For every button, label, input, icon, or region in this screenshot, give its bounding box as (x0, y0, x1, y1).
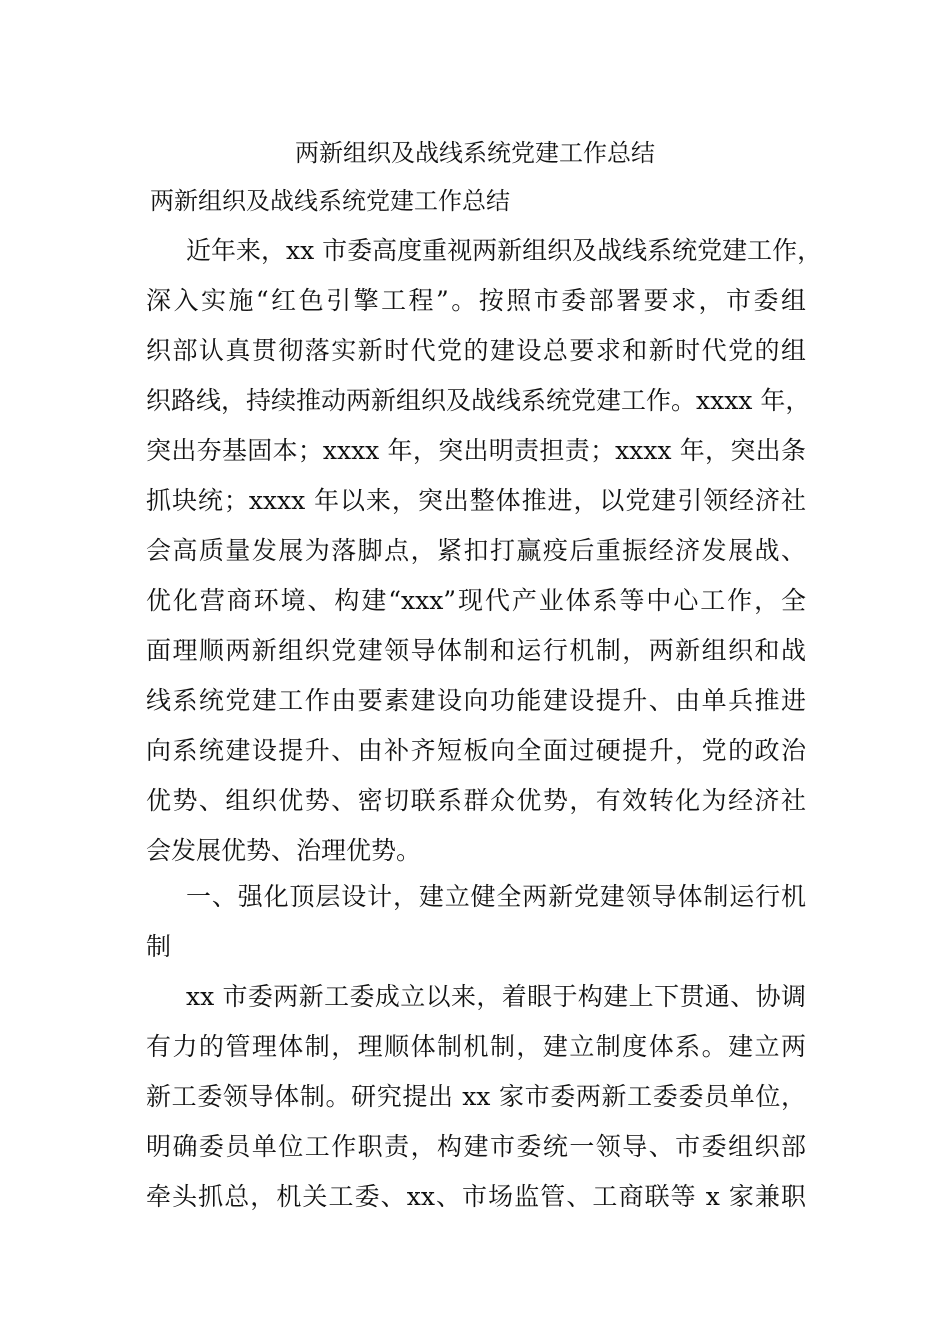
paragraph-line: 突出夯基固本；xxxx 年，突出明责担责；xxxx 年，突出条 (146, 436, 806, 465)
paragraph-line: 优势、组织优势、密切联系群众优势，有效转化为经济社 (146, 786, 806, 815)
paragraph-line: 面理顺两新组织党建领导体制和运行机制，两新组织和战 (146, 636, 806, 665)
paragraph-line: 会发展优势、治理优势。 (146, 836, 422, 865)
paragraph-line: 线系统党建工作由要素建设向功能建设提升、由单兵推进 (146, 686, 806, 715)
paragraph-line: 近年来，xx 市委高度重视两新组织及战线系统党建工作， (186, 236, 823, 265)
paragraph-line: 明确委员单位工作职责，构建市委统一领导、市委组织部 (146, 1132, 806, 1161)
paragraph-line: 深入实施“红色引擎工程”。按照市委部署要求，市委组 (146, 286, 806, 315)
paragraph-line: 织路线，持续推动两新组织及战线系统党建工作。xxxx 年， (146, 386, 811, 415)
document-title: 两新组织及战线系统党建工作总结 (295, 139, 655, 167)
paragraph-line: 织部认真贯彻落实新时代党的建设总要求和新时代党的组 (146, 336, 806, 365)
paragraph-line: 向系统建设提升、由补齐短板向全面过硬提升，党的政治 (146, 736, 806, 765)
heading-line: 制 (146, 932, 172, 961)
paragraph-line: 抓块统；xxxx 年以来，突出整体推进，以党建引领经济社 (146, 486, 806, 515)
paragraph-line: 有力的管理体制，理顺体制机制，建立制度体系。建立两 (146, 1032, 806, 1061)
paragraph-line: 会高质量发展为落脚点，紧扣打赢疫后重振经济发展战、 (146, 536, 806, 565)
section-heading-1 (146, 872, 806, 972)
heading-line: 一、强化顶层设计，建立健全两新党建领导体制运行机 (186, 882, 806, 911)
paragraph-line: 新工委领导体制。研究提出 xx 家市委两新工委委员单位， (146, 1082, 806, 1111)
paragraph-line: 优化营商环境、构建“xxx”现代产业体系等中心工作，全 (146, 586, 806, 615)
section-1-paragraph (146, 972, 806, 1222)
intro-paragraph (146, 226, 823, 876)
paragraph-line: xx 市委两新工委成立以来，着眼于构建上下贯通、协调 (186, 982, 806, 1011)
document-subtitle: 两新组织及战线系统党建工作总结 (150, 187, 510, 215)
paragraph-line: 牵头抓总，机关工委、xx、市场监管、工商联等 x 家兼职 (146, 1182, 806, 1211)
